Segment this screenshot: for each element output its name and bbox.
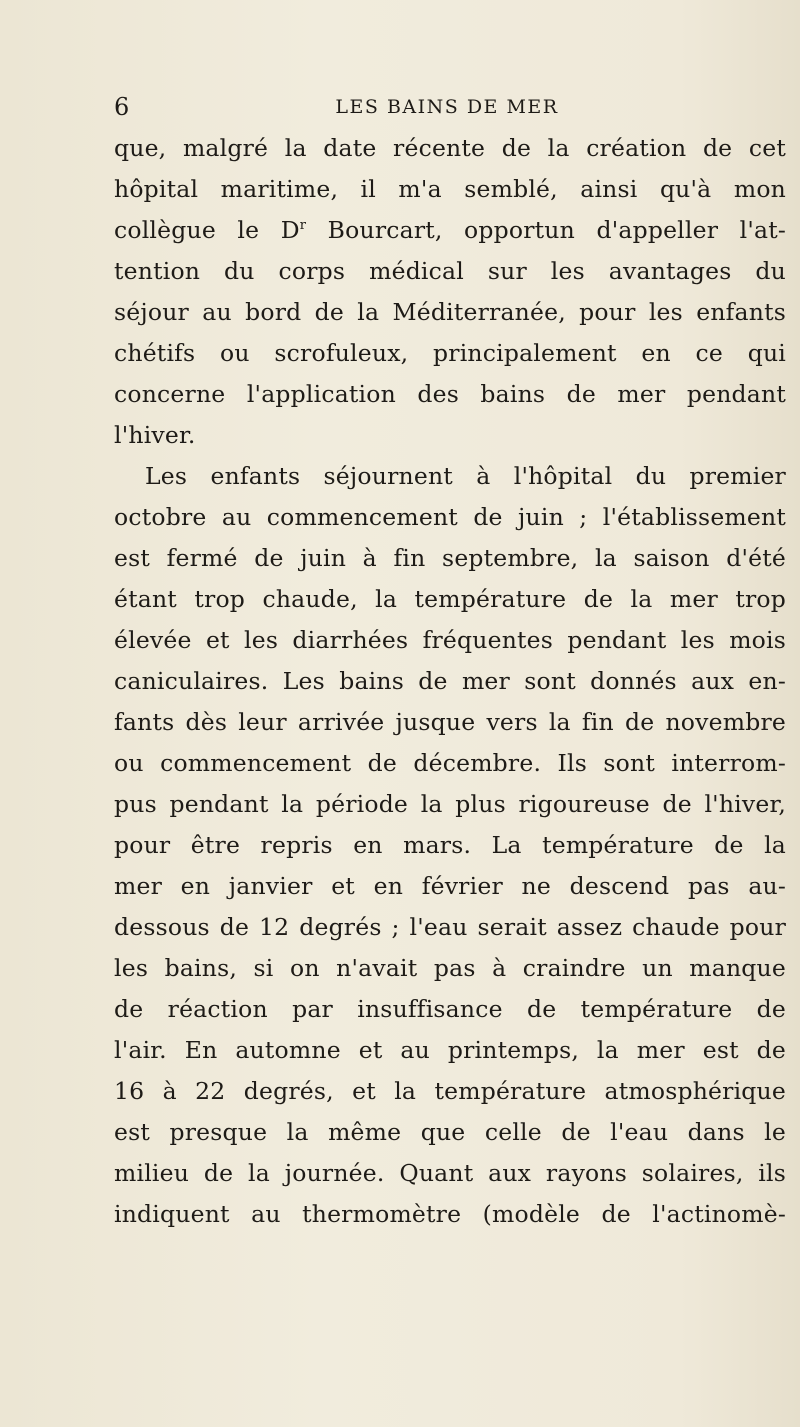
text-line: octobre au commencement de juin ; l'établissement [114, 503, 786, 531]
running-title: LES BAINS DE MER [335, 96, 559, 118]
text-line: concerne l'application des bains de mer pendant [114, 380, 786, 408]
text-segment: collègue le D [114, 216, 300, 244]
text-line: est fermé de juin à fin septembre, la saison d'été [114, 544, 786, 572]
text-line: les bains, si on n'avait pas à craindre un manque [114, 954, 786, 982]
page-number: 6 [114, 93, 130, 121]
text-line: est presque la même que celle de l'eau dans le [114, 1118, 786, 1146]
text-line: mer en janvier et en février ne descend pas au- [114, 872, 786, 900]
text-line [114, 210, 786, 251]
superscript: r [299, 218, 307, 233]
text-segment: Bourcart, opportun d'appeller l'at- [306, 216, 786, 244]
text-line: ou commencement de décembre. Ils sont interrom- [114, 749, 786, 777]
text-line: l'air. En automne et au printemps, la mer est de [114, 1036, 786, 1064]
body-text [114, 128, 786, 1235]
text-line: étant trop chaude, la température de la mer trop [114, 585, 786, 613]
text-line: élevée et les diarrhées fréquentes pendant les mois [114, 626, 786, 654]
page-header [114, 92, 780, 122]
paragraph-1 [114, 128, 786, 456]
text-line: indiquent au thermomètre (modèle de l'actinomè- [114, 1200, 786, 1228]
text-line: que, malgré la date récente de la création de cet [114, 134, 786, 162]
text-line: de réaction par insuffisance de température de [114, 995, 786, 1023]
text-line: dessous de 12 degrés ; l'eau serait assez chaude pour [114, 913, 786, 941]
text-line: milieu de la journée. Quant aux rayons solaires, ils [114, 1159, 786, 1187]
text-line: 16 à 22 degrés, et la température atmosphérique [114, 1077, 786, 1105]
text-line: pour être repris en mars. La température de la [114, 831, 786, 859]
paragraph-2 [114, 456, 786, 1235]
text-line: Les enfants séjournent à l'hôpital du premier [145, 462, 786, 490]
text-line: l'hiver. [114, 421, 196, 449]
text-line: chétifs ou scrofuleux, principalement en ce qui [114, 339, 786, 367]
text-line: tention du corps médical sur les avantages du [114, 257, 786, 285]
text-line: caniculaires. Les bains de mer sont donnés aux en- [114, 667, 786, 695]
text-line: séjour au bord de la Méditerranée, pour les enfants [114, 298, 786, 326]
text-line: pus pendant la période la plus rigoureuse de l'hiver, [114, 790, 786, 818]
text-line: fants dès leur arrivée jusque vers la fin de novembre [114, 708, 786, 736]
text-line: hôpital maritime, il m'a semblé, ainsi qu'à mon [114, 175, 786, 203]
